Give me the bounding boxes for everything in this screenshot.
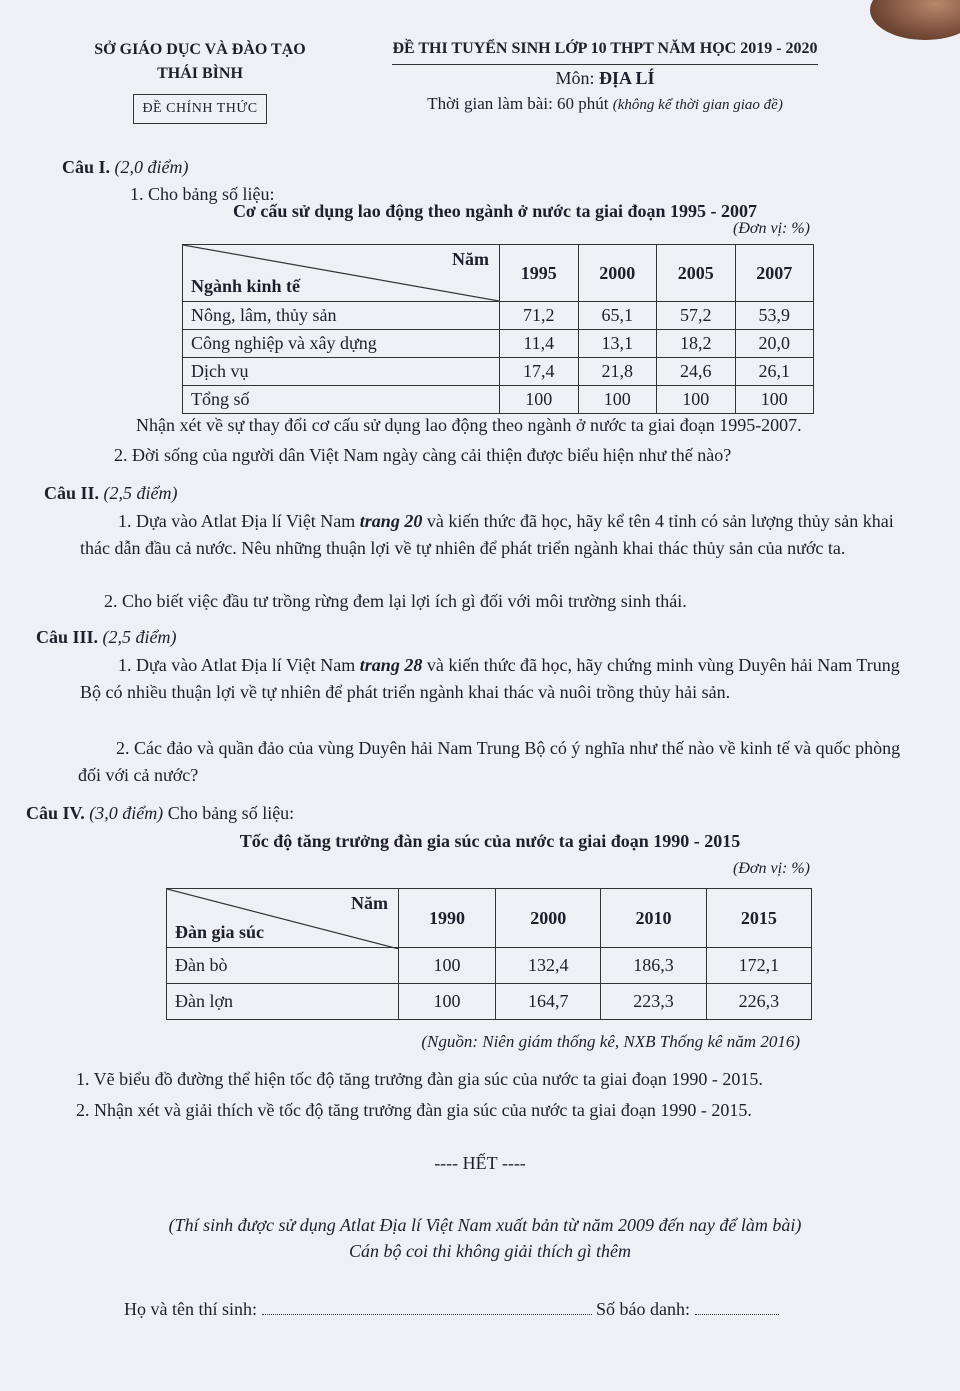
header-exam-info	[370, 36, 840, 118]
cell: 223,3	[601, 984, 706, 1020]
cell: 226,3	[706, 984, 811, 1020]
header-department	[70, 38, 330, 124]
row-label: Nông, lâm, thủy sản	[183, 302, 500, 330]
cell: 100	[500, 386, 579, 414]
cell: 132,4	[496, 948, 601, 984]
q3-heading	[36, 624, 836, 651]
q1-heading	[62, 154, 822, 181]
subject-line	[370, 65, 840, 91]
q2-points: (2,5 điểm)	[103, 483, 178, 503]
cell: 21,8	[578, 358, 657, 386]
dept-name: SỞ GIÁO DỤC VÀ ĐÀO TẠO	[94, 41, 306, 58]
q4-heading	[26, 800, 826, 827]
q2-p1-page: trang 20	[359, 511, 423, 531]
candidate-info	[124, 1296, 854, 1323]
q1-part2: 2. Đời sống của người dân Việt Nam ngày càng cải thiện được biểu hiện như thế nào?	[114, 445, 732, 465]
q4-table	[166, 888, 812, 1020]
q4-unit: (Đơn vị: %)	[733, 860, 810, 877]
table-row	[167, 948, 812, 984]
table-row	[183, 358, 814, 386]
cell: 71,2	[500, 302, 579, 330]
q1-table	[182, 244, 814, 414]
cell: 20,0	[735, 330, 814, 358]
row-label: Tổng số	[183, 386, 500, 414]
footer-note-proctor: Cán bộ coi thi không giải thích gì thêm	[349, 1241, 631, 1261]
subject-name: ĐỊA LÍ	[598, 68, 655, 88]
table-row	[167, 984, 812, 1020]
cell: 186,3	[601, 948, 706, 984]
q1-unit: (Đơn vị: %)	[733, 220, 810, 237]
q4-corner-herd: Đàn gia súc	[175, 922, 265, 942]
q1-corner-sector: Ngành kinh tế	[191, 276, 301, 296]
q1-intro: 1. Cho bảng số liệu:	[130, 184, 275, 204]
q4-intro: Cho bảng số liệu:	[167, 803, 295, 823]
row-label: Đàn bò	[167, 948, 399, 984]
candidate-name-field[interactable]	[262, 1314, 592, 1315]
q3-points: (2,5 điểm)	[102, 627, 177, 647]
cell: 11,4	[500, 330, 579, 358]
q3-part2: 2. Các đảo và quần đảo của vùng Duyên hải Nam Trung Bộ có ý nghĩa như thế nào về kinh tế và quốc phòng đối với cả nước?	[78, 738, 901, 785]
q4-points: (3,0 điểm)	[89, 803, 164, 823]
cell: 100	[399, 948, 496, 984]
q4-source: (Nguồn: Niên giám thống kê, NXB Thống kê năm 2016)	[421, 1032, 800, 1051]
q1-year-header: 2000	[578, 245, 657, 302]
q2-part2: 2. Cho biết việc đầu tư trồng rừng đem lại lợi ích gì đối với môi trường sinh thái.	[104, 591, 687, 611]
cell: 18,2	[657, 330, 736, 358]
time-note: (không kể thời gian giao đề)	[612, 97, 783, 113]
q1-corner-year: Năm	[452, 249, 489, 269]
cell: 13,1	[578, 330, 657, 358]
q2-p1-a: 1. Dựa vào Atlat Địa lí Việt Nam	[118, 511, 356, 531]
cell: 57,2	[657, 302, 736, 330]
cell: 100	[399, 984, 496, 1020]
q1-corner-cell	[183, 245, 500, 302]
cell: 100	[735, 386, 814, 414]
candidate-id-label: Số báo danh:	[596, 1299, 690, 1319]
end-marker: ---- HẾT ----	[434, 1153, 526, 1173]
q3-p1-page: trang 28	[359, 655, 423, 675]
q3-part1	[80, 652, 916, 706]
cell: 100	[578, 386, 657, 414]
footer-note-atlas: (Thí sinh được sử dụng Atlat Địa lí Việt Nam xuất bản từ năm 2009 đến nay để làm bài)	[168, 1215, 802, 1235]
q3-p1-a: 1. Dựa vào Atlat Địa lí Việt Nam	[118, 655, 356, 675]
q1-task: Nhận xét về sự thay đổi cơ cấu sử dụng lao động theo ngành ở nước ta giai đoạn 1995-2007.	[136, 415, 802, 435]
q1-year-header: 2005	[657, 245, 736, 302]
official-label: ĐỀ CHÍNH THỨC	[133, 94, 266, 124]
q2-part1	[80, 508, 910, 562]
row-label: Đàn lợn	[167, 984, 399, 1020]
cell: 17,4	[500, 358, 579, 386]
q3-p1-b: và kiến thức đã học, hãy chứng minh vùng Duyên hải Nam Trung Bộ có nhiều thuận lợi về tự nhiên để phát triển ngành khai thác và nuôi trồng thủy hải sản.	[80, 655, 900, 702]
cell: 172,1	[706, 948, 811, 984]
q3-label: Câu III.	[36, 627, 99, 647]
cell: 65,1	[578, 302, 657, 330]
q1-label: Câu I.	[62, 157, 111, 177]
q1-year-header: 2007	[735, 245, 814, 302]
q1-table-title: Cơ cấu sử dụng lao động theo ngành ở nước ta giai đoạn 1995 - 2007	[232, 201, 758, 221]
q4-year-header: 1990	[399, 889, 496, 948]
dept-province: THÁI BÌNH	[157, 65, 243, 82]
time-text: Thời gian làm bài: 60 phút	[427, 94, 609, 113]
q1-year-header: 1995	[500, 245, 579, 302]
q4-year-header: 2010	[601, 889, 706, 948]
subject-prefix: Môn:	[555, 68, 595, 88]
time-line	[370, 91, 840, 118]
cell: 24,6	[657, 358, 736, 386]
q4-year-header: 2015	[706, 889, 811, 948]
q4-table-title: Tốc độ tăng trưởng đàn gia súc của nước ta giai đoạn 1990 - 2015	[239, 831, 741, 851]
cell: 26,1	[735, 358, 814, 386]
table-row	[183, 302, 814, 330]
table-row	[183, 330, 814, 358]
cell: 53,9	[735, 302, 814, 330]
candidate-id-field[interactable]	[695, 1314, 779, 1315]
q4-year-header: 2000	[496, 889, 601, 948]
q1-points: (2,0 điểm)	[114, 157, 189, 177]
table-row	[183, 386, 814, 414]
cell: 100	[657, 386, 736, 414]
cell: 164,7	[496, 984, 601, 1020]
q2-p1-b: và kiến thức đã học, hãy kể tên 4 tỉnh có sản lượng thủy sản khai thác dẫn đầu cả nước. Nêu những thuận lợi về tự nhiên để phát triển ngành khai thác thủy sản của nước ta.	[80, 511, 894, 558]
candidate-name-label: Họ và tên thí sinh:	[124, 1299, 257, 1319]
exam-title: ĐỀ THI TUYỂN SINH LỚP 10 THPT NĂM HỌC 2019 - 2020	[392, 36, 817, 65]
q4-corner-year: Năm	[351, 893, 388, 913]
q4-corner-cell	[167, 889, 399, 948]
thumb-shadow	[870, 0, 960, 40]
row-label: Dịch vụ	[183, 358, 500, 386]
row-label: Công nghiệp và xây dựng	[183, 330, 500, 358]
q4-task2: 2. Nhận xét và giải thích về tốc độ tăng trưởng đàn gia súc của nước ta giai đoạn 1990 - 2015.	[76, 1100, 752, 1120]
q2-label: Câu II.	[44, 483, 100, 503]
q4-label: Câu IV.	[26, 803, 85, 823]
q4-task1: 1. Vẽ biểu đồ đường thể hiện tốc độ tăng trưởng đàn gia súc của nước ta giai đoạn 1990 - 2015.	[76, 1069, 763, 1089]
q2-heading	[44, 480, 844, 507]
